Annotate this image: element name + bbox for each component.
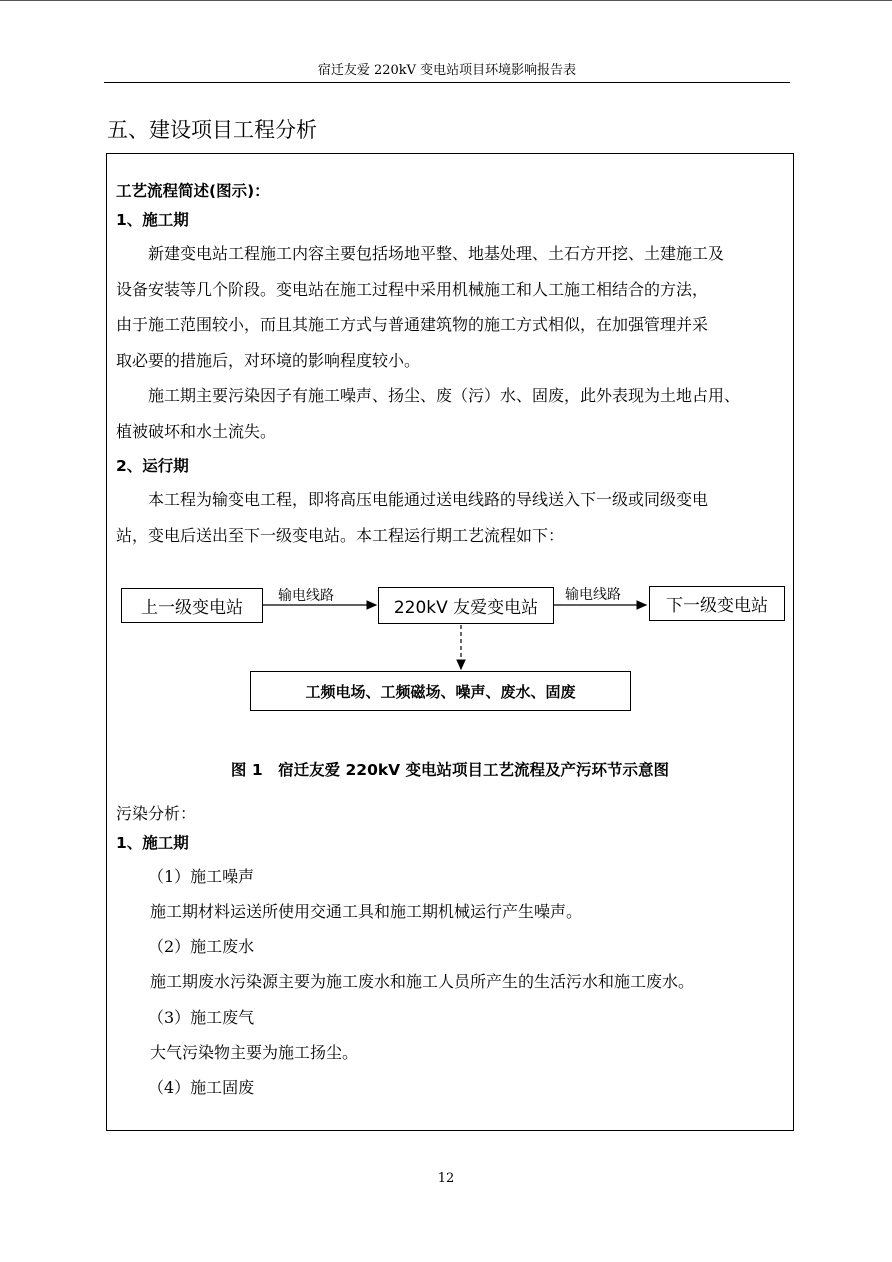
figure-caption: 图 1 宿迁友爱 220kV 变电站项目工艺流程及产污环节示意图 (230, 761, 670, 779)
paragraph-line: 站，变电后送出至下一级变电站。本工程运行期工艺流程如下： (116, 525, 565, 545)
item-4-title: （4）施工固废 (148, 1078, 255, 1097)
paragraph-line: 新建变电站工程施工内容主要包括场地平整、地基处理、土石方开挖、土建施工及 (148, 244, 725, 263)
paragraph-line: 本工程为输变电工程，即将高压电能通过送电线路的导线送入下一级或同级变电 (148, 490, 709, 509)
item-1-text: 施工期材料运送所使用交通工具和施工期机械运行产生噪声。 (150, 902, 583, 921)
paragraph-line: 由于施工范围较小，而且其施工方式与普通建筑物的施工方式相似，在加强管理并采 (116, 315, 709, 334)
edge-label-transmission-line-2: 输电线路 (565, 587, 621, 603)
construction-heading: 1、施工期 (116, 211, 189, 229)
paragraph-line: 植被破坏和水土流失。 (116, 421, 277, 441)
page-header: 宿迁友爱 220kV 变电站项目环境影响报告表 (317, 63, 577, 78)
paragraph-line: 设备安装等几个阶段。变电站在施工过程中采用机械施工和人工施工相结合的方法， (116, 279, 709, 299)
operation-heading: 2、运行期 (116, 457, 189, 475)
pollution-construction-heading: 1、施工期 (116, 834, 189, 852)
node-upstream-substation: 上一级变电站 (121, 588, 263, 623)
pollution-heading: 污染分析： (116, 804, 197, 823)
process-heading: 工艺流程简述(图示)： (116, 182, 270, 200)
node-main-substation: 220kV 友爱变电站 (378, 587, 554, 624)
item-3-title: （3）施工废气 (148, 1008, 255, 1027)
item-1-title: （1）施工噪声 (148, 867, 255, 886)
paragraph-line: 施工期主要污染因子有施工噪声、扬尘、废（污）水、固废，此外表现为土地占用、 (148, 386, 741, 405)
section-title: 五、建设项目工程分析 (107, 118, 317, 142)
edge-label-transmission-line-1: 输电线路 (278, 588, 334, 604)
paragraph-line: 取必要的措施后，对环境的影响程度较小。 (116, 350, 421, 370)
node-pollutants: 工频电场、工频磁场、噪声、废水、固废 (250, 671, 631, 711)
item-2-text: 施工期废水污染源主要为施工废水和施工人员所产生的生活污水和施工废水。 (150, 972, 695, 991)
item-3-text: 大气污染物主要为施工扬尘。 (150, 1043, 359, 1062)
page-number: 12 (437, 1171, 455, 1186)
item-2-title: （2）施工废水 (148, 937, 255, 956)
node-downstream-substation: 下一级变电站 (649, 586, 785, 621)
